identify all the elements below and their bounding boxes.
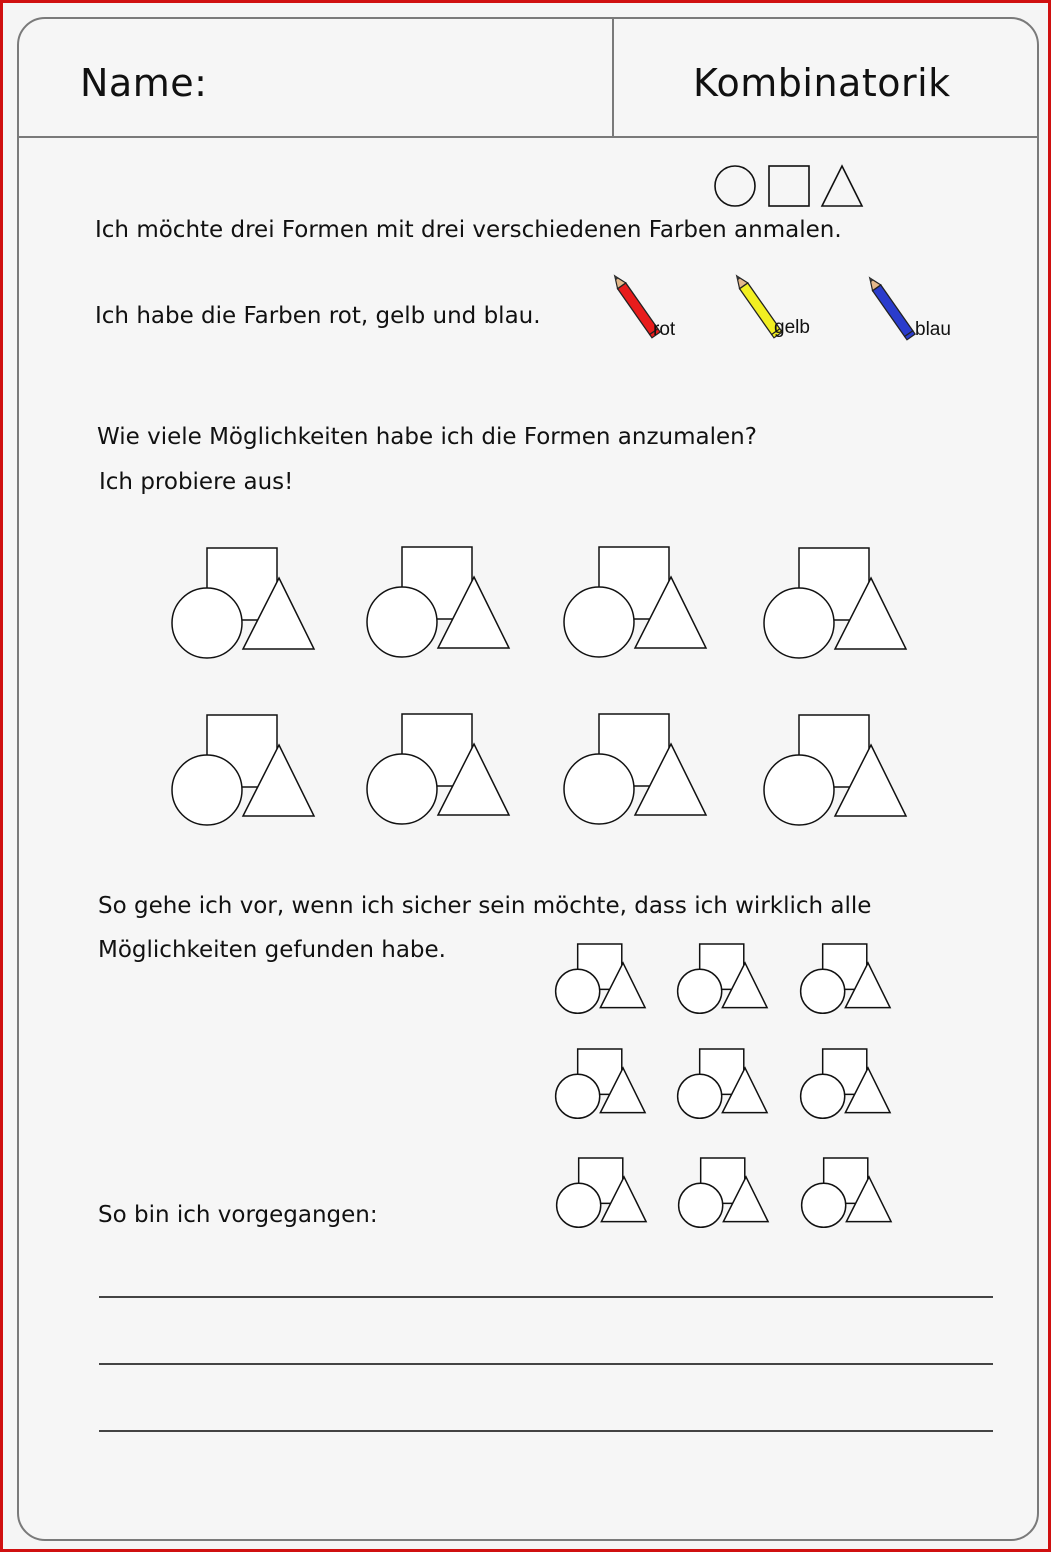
circle-shape[interactable] xyxy=(564,754,634,824)
small-shape-group xyxy=(677,1049,769,1121)
large-shape-group xyxy=(763,548,908,660)
large-shape-group xyxy=(366,714,511,826)
name-label: Name: xyxy=(80,61,208,105)
approach-label: So bin ich vorgegangen: xyxy=(98,1202,378,1228)
triangle-icon xyxy=(822,166,862,206)
intro-line-1: Ich möchte drei Formen mit drei verschiedenen Farben anmalen. xyxy=(95,217,842,243)
yellow-pencil-icon xyxy=(727,267,797,357)
red-pencil-icon xyxy=(605,267,675,357)
circle-shape[interactable] xyxy=(367,587,437,657)
method-line-1: So gehe ich vor, wenn ich sicher sein möchte, dass ich wirklich alle xyxy=(98,893,872,919)
small-shape-group xyxy=(555,944,647,1016)
small-shape-group xyxy=(800,1049,892,1121)
small-shape-group xyxy=(678,1158,770,1230)
small-shape-group xyxy=(800,944,892,1016)
circle-shape[interactable] xyxy=(801,1074,845,1118)
question-line-1: Wie viele Möglichkeiten habe ich die Formen anzumalen? xyxy=(97,424,757,450)
small-shape-group xyxy=(555,1049,647,1121)
circle-shape[interactable] xyxy=(557,1183,601,1227)
worksheet-title: Kombinatorik xyxy=(693,61,951,105)
method-line-2: Möglichkeiten gefunden habe. xyxy=(98,937,446,963)
writing-line[interactable] xyxy=(99,1363,993,1365)
large-shape-group xyxy=(171,715,316,827)
large-shape-group xyxy=(563,547,708,659)
circle-shape[interactable] xyxy=(801,969,845,1013)
writing-line[interactable] xyxy=(99,1430,993,1432)
circle-shape[interactable] xyxy=(679,1183,723,1227)
pencil-label-yellow: gelb xyxy=(774,317,810,338)
large-shape-group xyxy=(366,547,511,659)
circle-shape[interactable] xyxy=(556,969,600,1013)
header xyxy=(19,19,1037,138)
large-shape-group xyxy=(563,714,708,826)
circle-icon xyxy=(715,166,755,206)
question-line-2: Ich probiere aus! xyxy=(99,469,294,495)
pencil-label-red: rot xyxy=(653,319,676,340)
small-shape-group xyxy=(556,1158,648,1230)
large-shape-group xyxy=(171,548,316,660)
circle-shape[interactable] xyxy=(678,1074,722,1118)
circle-shape[interactable] xyxy=(367,754,437,824)
circle-shape[interactable] xyxy=(764,588,834,658)
square-icon xyxy=(769,166,809,206)
circle-shape[interactable] xyxy=(172,755,242,825)
small-shape-group xyxy=(677,944,769,1016)
pencil-label-blue: blau xyxy=(915,319,951,340)
header-divider xyxy=(612,19,614,136)
intro-line-2: Ich habe die Farben rot, gelb und blau. xyxy=(95,303,541,329)
circle-shape[interactable] xyxy=(678,969,722,1013)
blue-pencil-icon xyxy=(860,269,930,359)
circle-shape[interactable] xyxy=(172,588,242,658)
circle-shape[interactable] xyxy=(764,755,834,825)
writing-line[interactable] xyxy=(99,1296,993,1298)
worksheet xyxy=(17,17,1039,1541)
shape-legend xyxy=(713,163,863,209)
circle-shape[interactable] xyxy=(564,587,634,657)
small-shape-group xyxy=(801,1158,893,1230)
circle-shape[interactable] xyxy=(802,1183,846,1227)
circle-shape[interactable] xyxy=(556,1074,600,1118)
large-shape-group xyxy=(763,715,908,827)
